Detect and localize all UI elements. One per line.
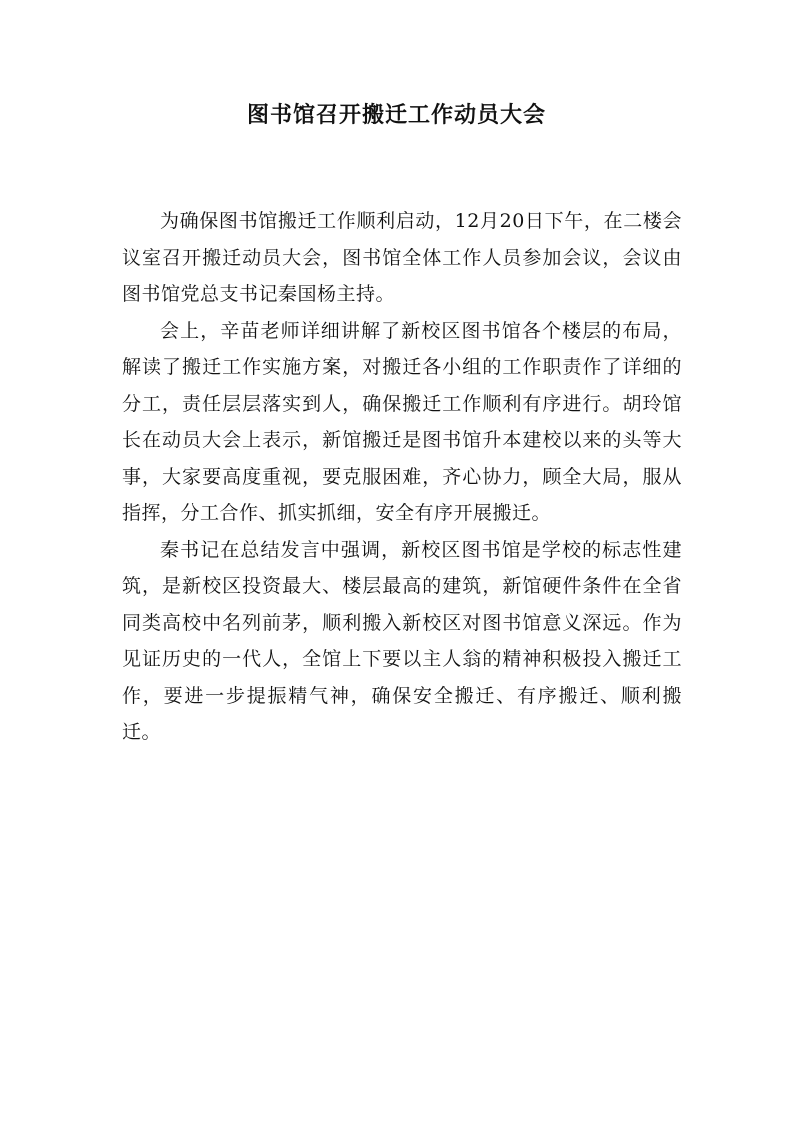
document-body [122, 203, 682, 751]
paragraph-2: 会上，辛苗老师详细讲解了新校区图书馆各个楼层的布局，解读了搬迁工作实施方案，对搬迁各小组的工作职责作了详细的分工，责任层层落实到人，确保搬迁工作顺利有序进行。胡玲馆长在动员大会上表示，新馆搬迁是图书馆升本建校以来的头等大事，大家要高度重视，要克服困难，齐心协力，顾全大局，服从指挥，分工合作、抓实抓细，安全有序开展搬迁。 [122, 319, 682, 524]
paragraph-1: 为确保图书馆搬迁工作顺利启动，12月20日下午，在二楼会议室召开搬迁动员大会，图书馆全体工作人员参加会议，会议由图书馆党总支书记秦国杨主持。 [122, 210, 682, 305]
document-title: 图书馆召开搬迁工作动员大会 [246, 103, 546, 128]
paragraph-3: 秦书记在总结发言中强调，新校区图书馆是学校的标志性建筑，是新校区投资最大、楼层最高的建筑，新馆硬件条件在全省同类高校中名列前茅，顺利搬入新校区对图书馆意义深远。作为见证历史的一代人，全馆上下要以主人翁的精神积极投入搬迁工作，要进一步提振精气神，确保安全搬迁、有序搬迁、顺利搬迁。 [122, 538, 682, 743]
